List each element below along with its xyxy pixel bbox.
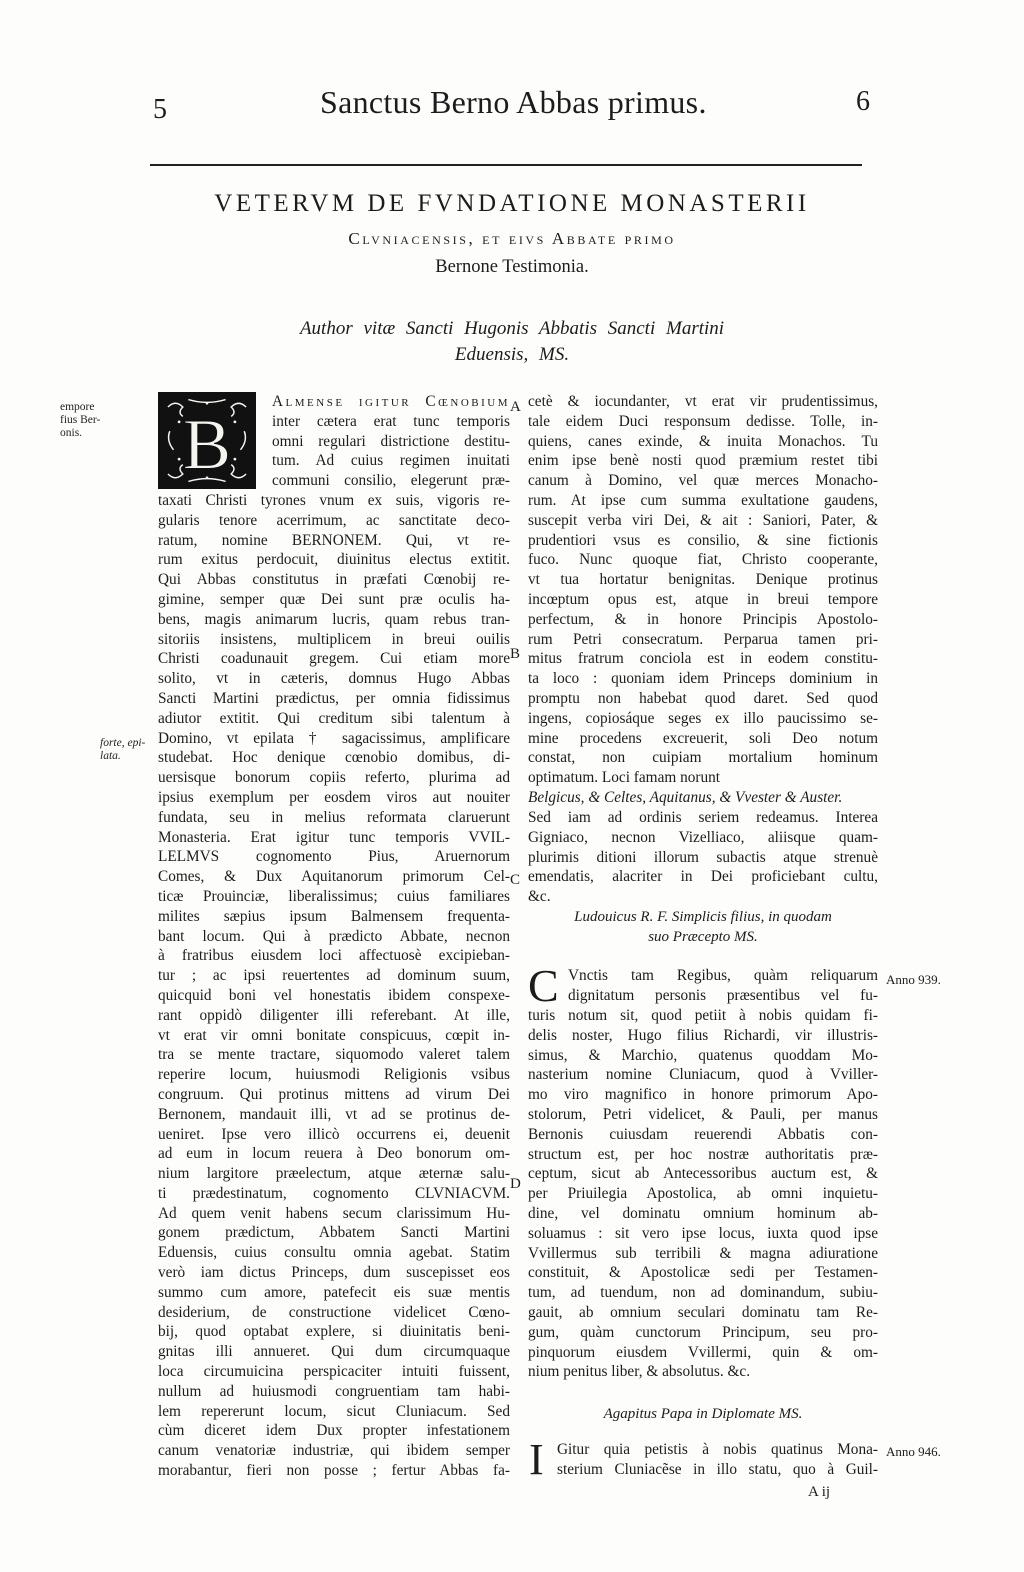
sidenote-top bbox=[60, 401, 100, 440]
text-line: cetè & iocundanter, vt erat vir prudentissimus, bbox=[528, 393, 878, 410]
text-line: cùm diceret idem Dux propter infestationem bbox=[158, 1422, 510, 1440]
text-line: ratum, nomine BERNONEM. Qui, vt re- bbox=[158, 531, 510, 549]
text-line: Vvillermus sub terribili & magna adiuratione bbox=[528, 1244, 878, 1262]
text-line: emendatis, alacriter in Dei proficiebant cultu, bbox=[528, 868, 878, 886]
text-line: sitoriis insistens, multiplicem in breui ouilis bbox=[158, 630, 510, 648]
text-line: per Priuilegia Apostolica, ab omni inquietu- bbox=[528, 1185, 878, 1203]
text-line: communi consilio, elegerunt præ- bbox=[272, 472, 510, 490]
sidenote-line: forte, epi- bbox=[100, 737, 146, 749]
text-line: mine procedens excreuerit, soli Deo notum bbox=[528, 729, 878, 747]
text-line: ingens, copiosáque seges ex illo paucissimo se- bbox=[528, 709, 878, 727]
head-rule bbox=[150, 164, 862, 166]
sidenote-line: onis. bbox=[60, 427, 83, 439]
text-line: nasterium nomine Cluniacum, quod à Vviller- bbox=[528, 1066, 878, 1084]
margin-letter-b: B bbox=[510, 646, 521, 662]
text-line: adiutor extitit. Qui creditum sibi talentum à bbox=[158, 709, 510, 727]
text-line: prudentiori vsus es consilio, & sine fictionis bbox=[528, 531, 878, 549]
text-line: à fratribus eiusdem loci affectuosè excipieban- bbox=[158, 947, 510, 965]
text-line: morabantur, fieri non posse ; fertur Abbas fa- bbox=[158, 1462, 510, 1480]
main-title: VETERVM DE FVNDATIONE MONASTERII bbox=[214, 190, 810, 217]
text-line: LELMVS cognomento Pius, Aruernorum bbox=[158, 848, 510, 866]
sub-title: Clvniacensis, et eivs Abbate primo bbox=[348, 229, 676, 248]
text-line: bij, quod optabat explere, si diuinitatis beni- bbox=[158, 1323, 510, 1341]
text-line: suscepit verba viri Dei, & ait : Saniori, Pater, & bbox=[528, 511, 878, 529]
text-line: vt erat vir omni bonitate conspicuus, cœpit in- bbox=[158, 1026, 510, 1044]
text-line: Comes, & Dux Aquitanorum primorum Cel- bbox=[158, 868, 510, 886]
text-line: rum Petri consecratum. Perparua tamen pri- bbox=[528, 630, 878, 648]
text-line: pinquorum eiusdem Vvillermi, quin & om- bbox=[528, 1343, 878, 1361]
text-line: gonem prædictum, Abbatem Sancti Martini bbox=[158, 1224, 510, 1242]
text-line: &c. bbox=[528, 888, 551, 906]
text-line: tale eidem Duci responsum dedisse. Tolle, in- bbox=[528, 412, 878, 430]
text-line: reperire locum, huiusmodi Religionis vsibus bbox=[158, 1066, 510, 1084]
text-line: ticæ Prouinciæ, liberalissimus; cuius familiares bbox=[158, 887, 510, 905]
text-line: studebat. Hoc denique cœnobio domibus, di- bbox=[158, 749, 510, 767]
text-line: gularis tenore acerrimum, ac sanctitate deco- bbox=[158, 511, 510, 529]
heading-agapitus: Agapitus Papa in Diplomate MS. bbox=[603, 1406, 803, 1422]
decorated-initial-b bbox=[158, 392, 256, 489]
text-line: perfectum, & in honore Principis Apostolo- bbox=[528, 610, 878, 628]
text-line: soluamus : sit vero ipse locus, iuxta quod ipse bbox=[528, 1224, 878, 1242]
text-line: nium penitus liber, & absolutus. &c. bbox=[528, 1363, 751, 1381]
text-line: uersisque bonorum copiis referto, plurima ad bbox=[158, 769, 510, 787]
right-folio: 6 bbox=[856, 86, 870, 117]
text-line: tur ; ac ipsi reuertentes ad dominum suum, bbox=[158, 967, 510, 985]
text-line: omni regulari districtione destitu- bbox=[272, 432, 510, 450]
text-line: Domino, vt epilata † sagacissimus, amplificare bbox=[158, 729, 510, 747]
text-line: Gigniaco, necnon Vizelliaco, aliisque quam- bbox=[528, 828, 878, 846]
dropcap-indent-text bbox=[272, 392, 510, 491]
text-line: gimine, semper quæ Dei sunt præ oculis ha- bbox=[158, 590, 510, 608]
text-line: tum, ad tuendum, non ad dominandum, subiu- bbox=[528, 1284, 878, 1302]
text-line: simus, & Marchio, quatenus quoddam Mo- bbox=[528, 1046, 878, 1064]
running-title: Sanctus Berno Abbas primus. bbox=[320, 84, 707, 120]
text-line: stolorum, Petri videlicet, & Pauli, per manus bbox=[528, 1105, 878, 1123]
text-line: dine, vel dominatu omnium hominum ab- bbox=[528, 1204, 878, 1222]
text-line: Sancti Martini prædictus, per omnia fidissimus bbox=[158, 689, 510, 707]
sidenote-line: empore bbox=[60, 401, 95, 413]
text-line: turis notum sit, quod petiit à nobis quidam fi- bbox=[528, 1007, 878, 1024]
text-line: tum. Ad cuius regimen inuitati bbox=[272, 452, 510, 470]
text-line: enim ipse benè nosti quod præmium restet tibi bbox=[528, 452, 878, 470]
author-line-1: Author vitæ Sancti Hugonis Abbatis Sancti Martini bbox=[299, 318, 725, 339]
text-line: milites sæpius ipsum Balmensem frequenta- bbox=[158, 907, 510, 925]
running-head bbox=[0, 84, 1024, 124]
text-line: Eduensis, cuius consultu omnia agebat. Statim bbox=[158, 1244, 510, 1262]
text-line: verò iam dictus Princeps, dum suscepisset eos bbox=[158, 1264, 510, 1282]
signature-mark: A ij bbox=[808, 1484, 831, 1500]
right-column-charter bbox=[528, 1006, 878, 1382]
text-line: promptu non habebat quod daret. Sed quod bbox=[528, 689, 878, 707]
text-line: ta loco : quoniam idem Princeps dominium in bbox=[528, 670, 878, 688]
text-line: tra se mente tractare, siquomodo valeret talem bbox=[158, 1046, 510, 1064]
margin-letter-d: D bbox=[510, 1176, 521, 1192]
text-line: solito, vt in cæteris, domnus Hugo Abbas bbox=[158, 670, 510, 688]
left-column bbox=[158, 491, 510, 1481]
text-line: fuco. Nunc quoque fiat, Christo cooperante, bbox=[528, 551, 878, 569]
text-line: bant locum. Qui à prædicto Abbate, necnon bbox=[158, 927, 510, 945]
text-line: quicquid boni vel honestatis ibidem conspexe- bbox=[158, 986, 510, 1004]
c-indent-text: Vnctis tam Regibus, quàm reliquarum dignitatum personis præsentibus vel fu- bbox=[568, 967, 878, 1004]
author-heading bbox=[0, 316, 1024, 368]
text-line: quiens, canes exinde, & inuita Monachos. Tu bbox=[528, 432, 878, 450]
text-line: Ad quem venit habens secum clarissimum Hu- bbox=[158, 1204, 510, 1222]
text-line: bens, magis animarum lucris, quam rebus tran- bbox=[158, 610, 510, 628]
text-line: nullum ad huiusmodi congruentiam tam habi- bbox=[158, 1382, 510, 1400]
right-column-top bbox=[528, 392, 878, 788]
text-line: Qui Abbas constitutus in præfati Cœnobij re- bbox=[158, 571, 510, 589]
sidenote-forte bbox=[100, 737, 145, 763]
text-line: ipsius exemplum per eosdem viros aut nouiter bbox=[158, 788, 510, 806]
left-folio: 5 bbox=[153, 94, 167, 125]
text-line: mo viro magnifico in honore primorum Apo- bbox=[528, 1086, 878, 1104]
text-line: structum est, per hoc nostræ authoritatis præ- bbox=[528, 1145, 878, 1163]
verse-line: Belgicus, & Celtes, Aquitanus, & Vvester & Auster. bbox=[528, 789, 843, 806]
margin-letter-a: A bbox=[510, 399, 521, 415]
heading-ludouicus: Ludouicus R. F. Simplicis filius, in quodam suo Præcepto MS. bbox=[574, 909, 832, 945]
initial-c: C bbox=[528, 960, 559, 1011]
text-line: fundata, seu in melius reformata claruerunt bbox=[158, 808, 510, 826]
text-line: ad eum in locum reuera à Deo bonorum om- bbox=[158, 1145, 510, 1163]
text-line: Almense igitur Cœnobium bbox=[272, 393, 510, 410]
text-line: lem repererunt locum, sicut Cluniacum. Sed bbox=[158, 1402, 510, 1420]
text-line: taxati Christi tyrones vnum ex suis, vigoris re- bbox=[158, 492, 510, 509]
i-indent-text: Gitur quia petistis à nobis quatinus Mona- sterium Cluniacẽse in illo statu, quo à Guil- bbox=[557, 1441, 878, 1478]
text-line: congruum. Qui protinus mittens ad virum Dei bbox=[158, 1085, 510, 1103]
text-line: vt tua hortatur benignitas. Denique protinus bbox=[528, 571, 878, 589]
sidenote-line: fius Ber- bbox=[60, 414, 101, 426]
text-line: nium largitore præelectum, atque æternæ salu- bbox=[158, 1165, 510, 1183]
text-line: summo cum amore, patefecit eis suæ mentis bbox=[158, 1283, 510, 1301]
text-line: Bernonis cuiusdam reuerendi Abbatis con- bbox=[528, 1125, 878, 1143]
text-line: canum venatoriæ industriæ, qui ibidem semper bbox=[158, 1442, 510, 1460]
author-line-2: Eduensis, MS. bbox=[454, 344, 570, 365]
anno-939: Anno 939. bbox=[886, 972, 941, 987]
text-line: loca circumuicina perspicaciter intuiti fuissent, bbox=[158, 1363, 510, 1381]
text-line: delis noster, Hugo filius Richardi, vir illustris- bbox=[528, 1026, 878, 1044]
text-line: Bernonem, mandauit illi, vt ad se protinus de- bbox=[158, 1105, 510, 1123]
initial-i: I bbox=[529, 1435, 544, 1484]
text-line: ueniret. Ipse vero illicò occurrens ei, deuenit bbox=[158, 1125, 510, 1143]
svg-text:B: B bbox=[182, 403, 232, 485]
text-line: rum exitus perdocuit, diuinitus electus extitit. bbox=[158, 551, 510, 569]
sidenote-line: lata. bbox=[100, 750, 121, 762]
text-line: mitus fratrum conciola est in eodem constitu- bbox=[528, 650, 878, 668]
text-line: gauit, ab omnium seculari dominatu tam Re- bbox=[528, 1303, 878, 1321]
text-line: inter cætera erat tunc temporis bbox=[272, 412, 510, 430]
sub-title-2: Bernone Testimonia. bbox=[435, 257, 589, 277]
text-line: optimatum. Loci famam norunt bbox=[528, 769, 721, 787]
text-line: constat, non cuipiam mortalium hominum bbox=[528, 749, 878, 767]
right-column-mid bbox=[528, 808, 878, 907]
text-line: rant oppidò diligenter illi referebant. At ille, bbox=[158, 1006, 510, 1024]
ornament-icon bbox=[160, 394, 254, 487]
text-line: gnitas illi annueret. Qui dum circumquaque bbox=[158, 1343, 510, 1361]
text-line: canum à Domino, vel quæ merces Monacho- bbox=[528, 472, 878, 490]
text-line: desiderium, de constructione videlicet Cœno- bbox=[158, 1303, 510, 1321]
text-line: Sed iam ad ordinis seriem redeamus. Interea bbox=[528, 809, 878, 826]
text-line: plurimis ditioni illorum subactis atque strenuè bbox=[528, 848, 878, 866]
text-line: rum. At ipse cum summa exultatione gaudens, bbox=[528, 491, 878, 509]
margin-letter-c: C bbox=[510, 872, 521, 888]
text-line: Monasteria. Erat igitur tunc temporis VVIL- bbox=[158, 828, 510, 846]
text-line: ti prædestinatum, cognomento CLVNIACVM. bbox=[158, 1184, 510, 1202]
anno-946: Anno 946. bbox=[886, 1444, 941, 1459]
text-line: ceptum, sicut ab Antecessoribus auctum est, & bbox=[528, 1165, 878, 1183]
text-line: Christi coadunauit gregem. Cui etiam more bbox=[158, 650, 510, 668]
text-line: incœptum opus est, atque in breui tempore bbox=[528, 590, 878, 608]
text-line: gum, quàm cunctorum Principum, seu pro- bbox=[528, 1323, 878, 1341]
text-line: constituit, & Apostolicæ sedi per Testamen- bbox=[528, 1264, 878, 1282]
